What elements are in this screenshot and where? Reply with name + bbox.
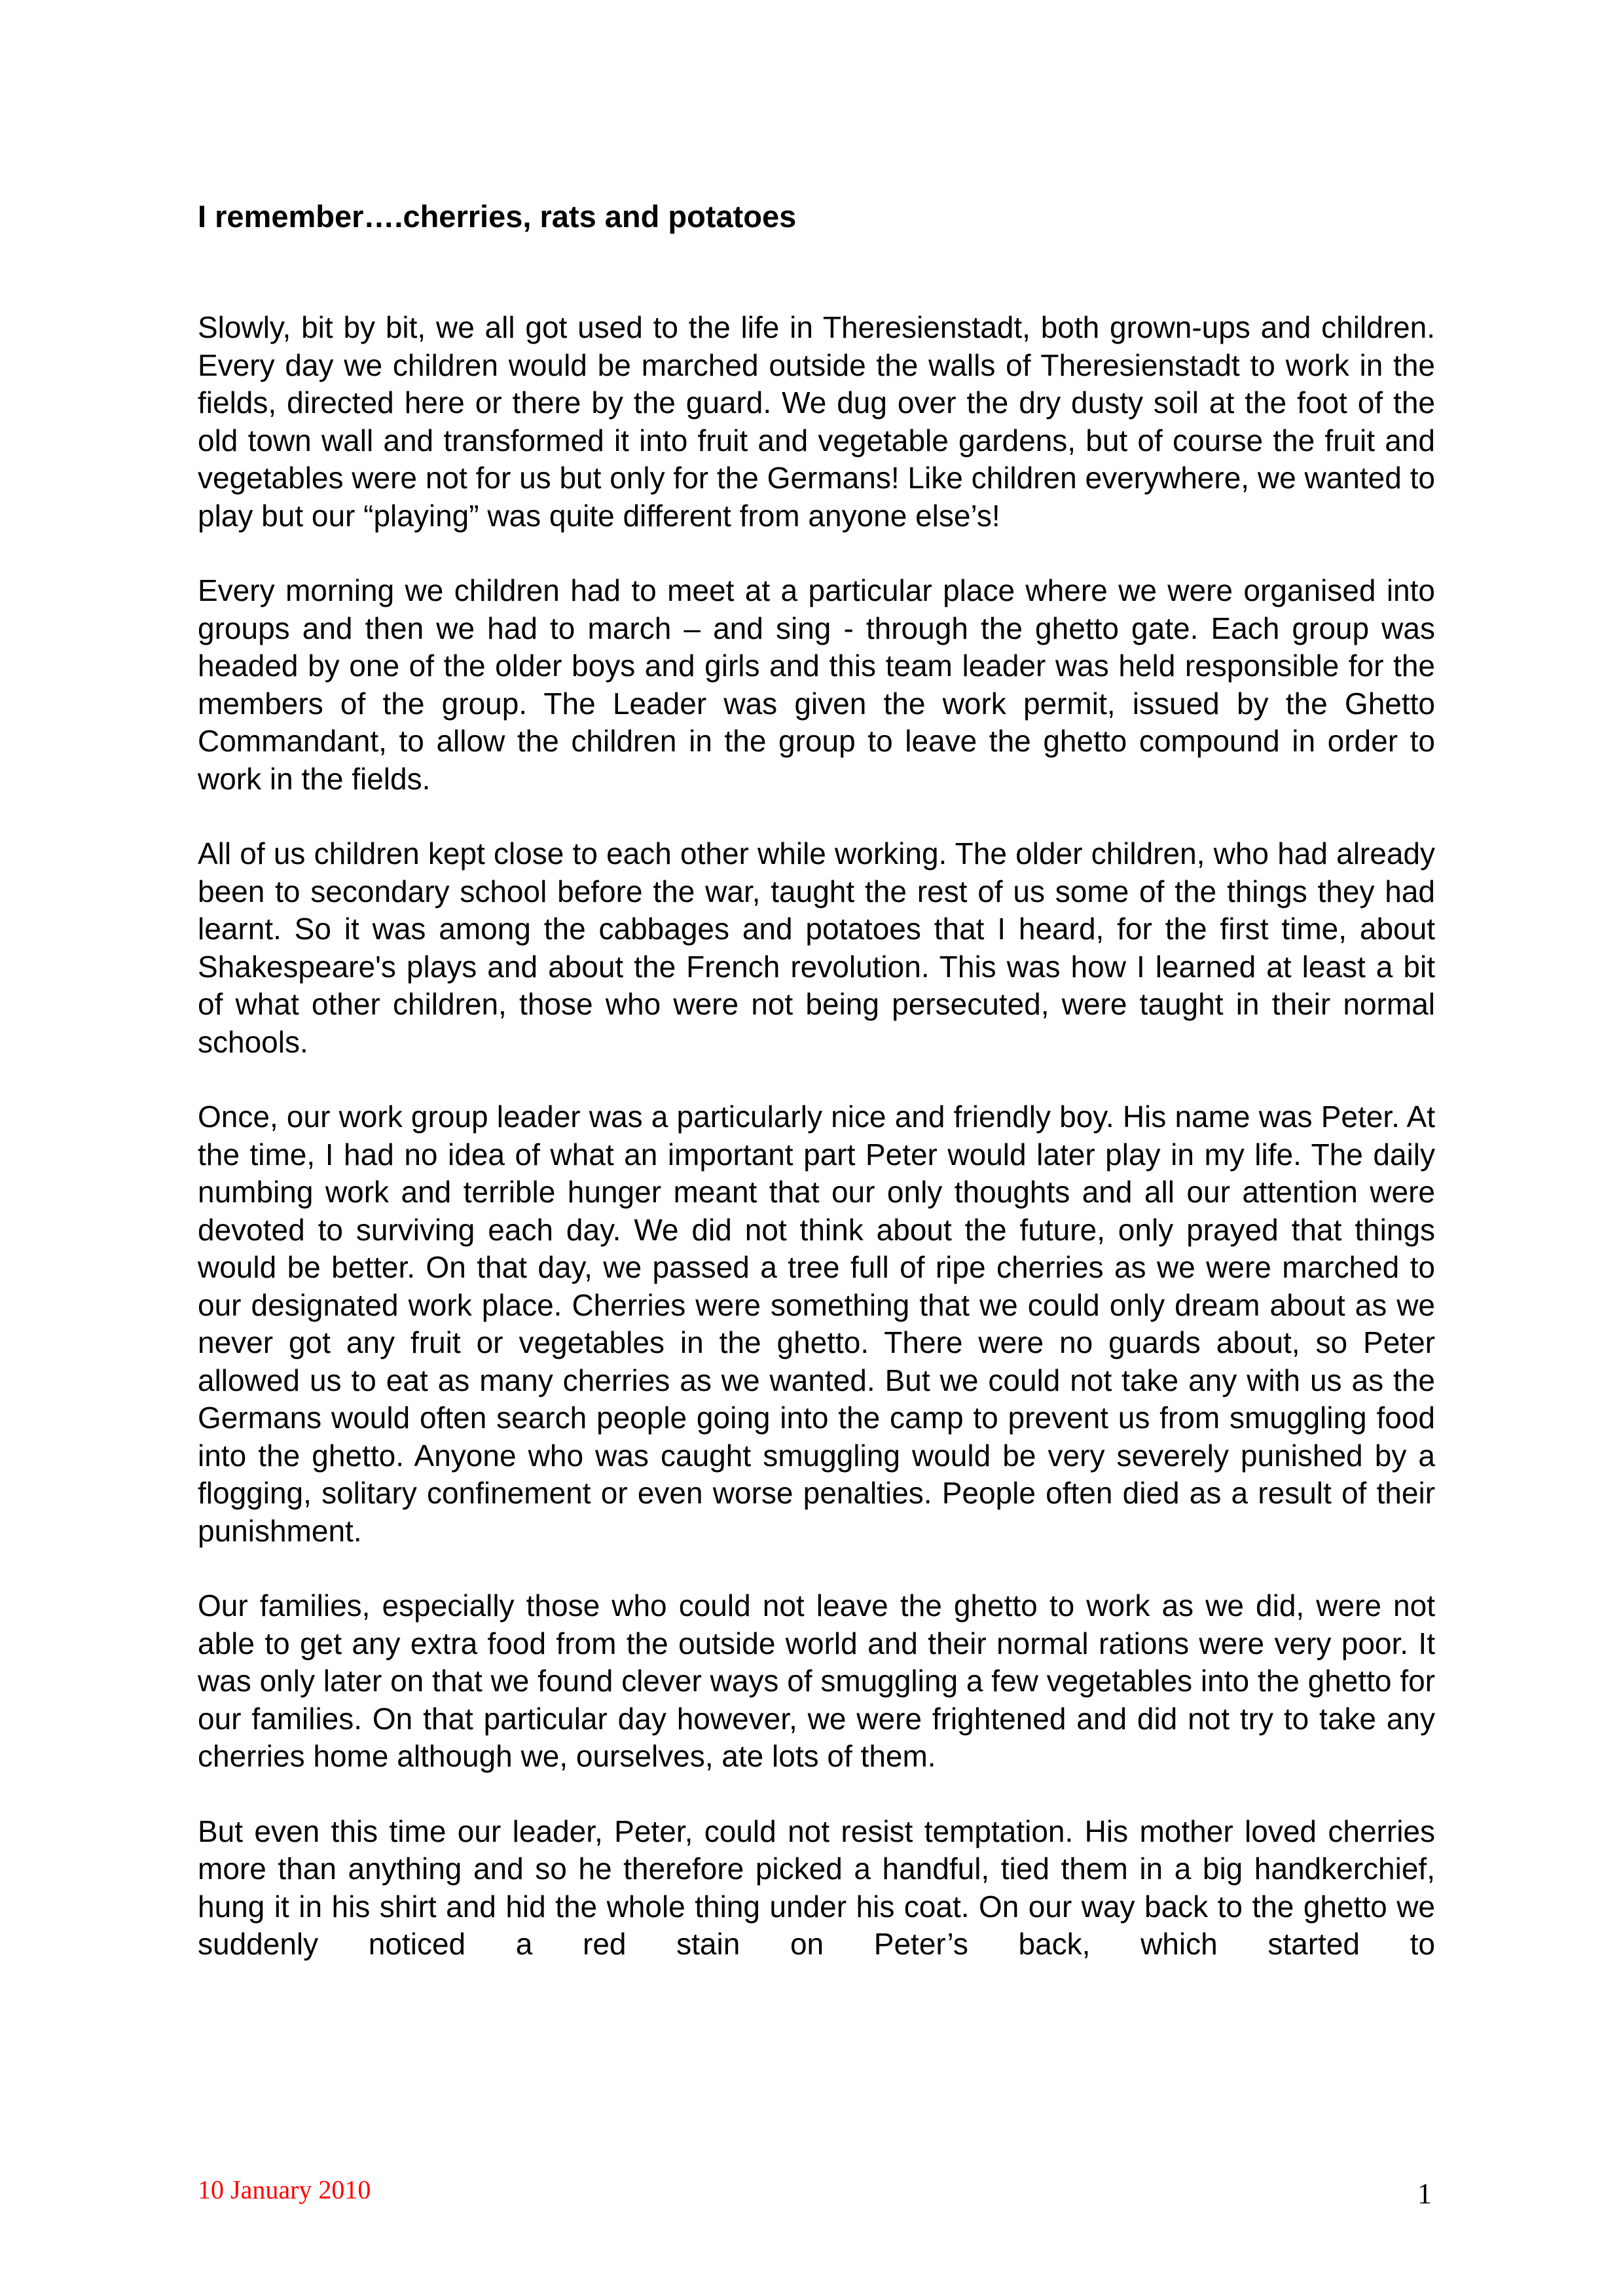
paragraph-4: Once, our work group leader was a particularly nice and friendly boy. His name was Peter. At the time, I had no idea of what an important part Peter would later play in my life. The daily numbing work and terrible hunger meant that our only thoughts and all our attention were devoted to surviving each day. We did not think about the future, only prayed that things would be better. On that day, we passed a tree full of ripe cherries as we were marched to our designated work place. Cherries were something that we could only dream about as we never got any fruit or vegetables in the ghetto. There were no guards about, so Peter allowed us to eat as many cherries as we wanted. But we could not take any with us as the Germans would often search people going into the camp to prevent us from smuggling food into the ghetto. Anyone who was caught smuggling would be very severely punished by a flogging, solitary confinement or even worse penalties. People often died as a result of their punishment. [198, 1100, 1435, 1548]
paragraph-6: But even this time our leader, Peter, could not resist temptation. His mother loved cherries more than anything and so he therefore picked a handful, tied them in a big handkerchief, hung it in his shirt and hid the whole thing under his coat. On our way back to the ghetto we suddenly noticed a red stain on Peter’s back, which started to [198, 1814, 1435, 1961]
document-title: I remember….cherries, rats and potatoes [198, 199, 797, 234]
paragraph-1: Slowly, bit by bit, we all got used to the life in Theresienstadt, both grown-ups and children. Every day we children would be marched outside the walls of Theresienstadt to work in the fields, directed here or there by the guard. We dug over the dry dusty soil at the foot of the old town wall and transformed it into fruit and vegetable gardens, but of course the fruit and vegetables were not for us but only for the Germans! Like children everywhere, we wanted to play but our “playing” was quite different from anyone else’s! [198, 310, 1435, 533]
page-number: 1 [1417, 2178, 1432, 2210]
paragraph-3: All of us children kept close to each other while working. The older children, who had already been to secondary school before the war, taught the rest of us some of the things they had learnt. So it was among the cabbages and potatoes that I heard, for the first time, about Shakespeare's plays and about the French revolution. This was how I learned at least a bit of what other children, those who were not being persecuted, were taught in their normal schools. [198, 836, 1435, 1059]
document-body [198, 309, 1435, 2001]
footer-date: 10 January 2010 [198, 2175, 371, 2204]
paragraph-2: Every morning we children had to meet at a particular place where we were organised into groups and then we had to march – and sing - through the ghetto gate. Each group was headed by one of the older boys and girls and this team leader was held responsible for the members of the group. The Leader was given the work permit, issued by the Ghetto Commandant, to allow the children in the group to leave the ghetto compound in order to work in the fields. [198, 573, 1435, 796]
paragraph-5: Our families, especially those who could not leave the ghetto to work as we did, were not able to get any extra food from the outside world and their normal rations were very poor. It was only later on that we found clever ways of smuggling a few vegetables into the ghetto for our families. On that particular day however, we were frightened and did not try to take any cherries home although we, ourselves, ate lots of them. [198, 1588, 1435, 1773]
